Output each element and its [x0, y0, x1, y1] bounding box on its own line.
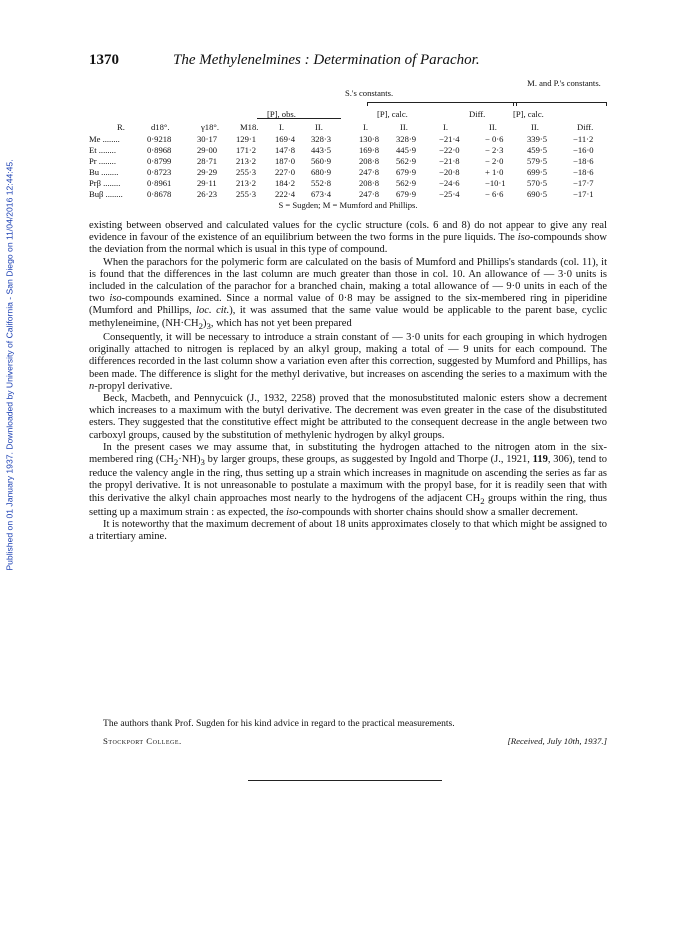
group-header-s: S.'s constants. — [345, 88, 394, 98]
paragraph: When the parachors for the polymeric form are calculated on the basis of Mumford and Phillips's standards (col. 11), it is found that the differences in the last column are much greater than those in col. 10. An allowance of — 3·0 units is included in the calculation of the parachor for a branched chain, making a total allowance of — 9·0 units in each of the two iso-compounds examined. Since a normal value of 0·8 may be assigned to the six-membered ring in piperidine (Mumford and Phillips, loc. cit.), it was assumed that the same value would be applicable to the parent base, cyclic methyleneimine, $(NH\cdot CH_2)_3$, which has not yet been prepared — [89, 256, 607, 331]
paragraph: existing between observed and calculated values for the cyclic structure (cols. 6 and 8) do not appear to give any real evidence in favour of the existence of an equilibrium between the two forms in the pure liquids. The iso-compounds show the deviation from the normal which is usual in this type of compound. — [89, 220, 607, 256]
table-cell: −22·0 — [439, 145, 460, 155]
table-cell: 562·9 — [396, 156, 417, 166]
table-cell: 187·0 — [275, 156, 296, 166]
running-title: The Methylenelmines : Determination of Parachor. — [173, 52, 480, 68]
table-cell: 213·2 — [236, 178, 257, 188]
table-cell: 26·23 — [197, 189, 218, 199]
table-cell: 208·8 — [359, 178, 380, 188]
table-cell: −16·0 — [573, 145, 594, 155]
column-header: γ18°. — [201, 122, 219, 132]
column-header: Diff. — [577, 122, 594, 132]
table-cell: 171·2 — [236, 145, 257, 155]
table-cell: 579·5 — [527, 156, 548, 166]
table-cell: 29·11 — [197, 178, 217, 188]
sub-header-calc: [P], calc. — [377, 109, 408, 119]
body-text — [89, 220, 607, 544]
table-cell: 690·5 — [527, 189, 548, 199]
paragraph: In the present cases we may assume that, in substituting the hydrogen attached to the nitrogen atom in the six-membered ring $(CH_2\cdot NH)_3$ by larger groups, these groups, as suggested by Ingold and Thorpe (J., 1921, 119, 306), tend to reduce the valency angle in the ring, thus setting up a strain which increases in magnitude on ascending the series as far as the propyl derivative. It is not unreasonable to postulate a maximum with the propyl base, for it is readily seen that with this derivative the alkyl chain approaches most nearly to the hydrogens of the adjacent $CH_2$ groups within the ring, thus setting up a maximum strain : as expected, the iso-compounds with shorter chains should show a smaller decrement. — [89, 441, 607, 518]
acknowledgement — [89, 718, 607, 730]
table-cell: − 2·0 — [485, 156, 504, 166]
end-rule — [248, 780, 442, 781]
table-cell: 28·71 — [197, 156, 218, 166]
table-cell: − 0·6 — [485, 134, 504, 144]
table-cell: 673·4 — [311, 189, 332, 199]
column-header: II. — [489, 122, 497, 132]
column-header: II. — [531, 122, 539, 132]
column-header: II. — [315, 122, 323, 132]
table-cell: 169·8 — [359, 145, 380, 155]
table-cell: 570·5 — [527, 178, 548, 188]
table-cell: 562·9 — [396, 178, 417, 188]
table-cell: 0·9218 — [147, 134, 172, 144]
received-date: [Received, July 10th, 1937.] — [507, 736, 607, 746]
table-cell: 255·3 — [236, 189, 257, 199]
table-cell: −21·4 — [439, 134, 460, 144]
page-number: 1370 — [89, 52, 119, 68]
table-cell: 0·8961 — [147, 178, 172, 188]
table-cell: 129·1 — [236, 134, 257, 144]
column-header: M18. — [240, 122, 259, 132]
row-label: Buβ ........ — [89, 189, 123, 199]
table-cell: −18·6 — [573, 167, 594, 177]
table-cell: 255·3 — [236, 167, 257, 177]
table-cell: 680·9 — [311, 167, 332, 177]
data-table — [89, 78, 607, 216]
table-cell: 147·8 — [275, 145, 296, 155]
download-watermark — [2, 120, 18, 610]
table-cell: 227·0 — [275, 167, 296, 177]
table-cell: 130·8 — [359, 134, 380, 144]
table-cell: 247·8 — [359, 189, 380, 199]
table-cell: 208·8 — [359, 156, 380, 166]
table-cell: −20·8 — [439, 167, 460, 177]
paragraph: Beck, Macbeth, and Pennycuick (J., 1932, 2258) proved that the monosubstituted malonic esters show a decrement which increases to a maximum with the butyl derivative. The decrement was even greater in the case of the disubstituted esters. They suggested that the constitutive effect might be attributed to the consequent decrease in the angle between two carboxyl groups, caused by the substitution of methylenic hydrogen by alkyl groups. — [89, 392, 607, 441]
table-cell: − 6·6 — [485, 189, 504, 199]
table-cell: 445·9 — [396, 145, 417, 155]
column-header: I. — [279, 122, 285, 132]
acknowledgement-text: The authors thank Prof. Sugden for his kind advice in regard to the practical measurements. — [103, 718, 455, 729]
table-cell: −21·8 — [439, 156, 460, 166]
column-header: I. — [443, 122, 449, 132]
table-cell: 29·00 — [197, 145, 218, 155]
paragraph: It is noteworthy that the maximum decrement of about 18 units approximates closely to that which might be assigned to a tritertiary amine. — [89, 519, 607, 543]
sub-header-diff: Diff. — [469, 109, 486, 119]
table-cell: −18·6 — [573, 156, 594, 166]
column-header: I. — [363, 122, 369, 132]
table-cell: 30·17 — [197, 134, 218, 144]
paragraph: Consequently, it will be necessary to introduce a strain constant of — 3·0 units for each grouping in which hydrogen originally attached to nitrogen is replaced by an alkyl group, making a total of — 9 units for each compound. The differences recorded in the last column show a variation even after this correction, suggested by Mumford and Phillips, has been made. The difference is slight for the methyl derivative, but increases on ascending the series to a maximum with the n-propyl derivative. — [89, 331, 607, 392]
column-header: d18°. — [151, 122, 170, 132]
table-cell: 328·9 — [396, 134, 417, 144]
table-cell: 328·3 — [311, 134, 332, 144]
table-cell: 560·9 — [311, 156, 332, 166]
brace-s — [367, 102, 517, 103]
row-label: Bu ........ — [89, 167, 119, 177]
table-cell: 443·5 — [311, 145, 332, 155]
table-cell: −17·1 — [573, 189, 594, 199]
row-label: Et ........ — [89, 145, 116, 155]
sub-header-mp-calc: [P], calc. — [513, 109, 544, 119]
row-label: Pr ........ — [89, 156, 116, 166]
table-cell: 679·9 — [396, 167, 417, 177]
group-header-mp: M. and P.'s constants. — [527, 78, 601, 88]
sub-header-obs: [P], obs. — [267, 109, 296, 119]
download-watermark-text: Published on 01 January 1937. Downloaded by University of California - San Diego on 11/04/2016 12:44:45. — [5, 159, 15, 571]
table-cell: 0·8678 — [147, 189, 172, 199]
table-cell: 169·4 — [275, 134, 296, 144]
table-cell: + 1·0 — [485, 167, 504, 177]
affiliation: Stockport College. — [103, 736, 182, 746]
table-cell: −10·1 — [485, 178, 506, 188]
table-cell: 213·2 — [236, 156, 257, 166]
page-header — [89, 52, 607, 72]
table-cell: 222·4 — [275, 189, 296, 199]
table-cell: 699·5 — [527, 167, 548, 177]
column-header: R. — [117, 122, 125, 132]
table-cell: 247·8 — [359, 167, 380, 177]
table-cell: 679·9 — [396, 189, 417, 199]
table-cell: 552·8 — [311, 178, 332, 188]
footer-line — [89, 736, 607, 750]
table-cell: 184·2 — [275, 178, 296, 188]
table-cell: 459·5 — [527, 145, 548, 155]
table-cell: 0·8799 — [147, 156, 172, 166]
table-cell: −17·7 — [573, 178, 594, 188]
table-cell: −11·2 — [573, 134, 594, 144]
table-cell: 0·8723 — [147, 167, 172, 177]
row-label: Me ........ — [89, 134, 120, 144]
brace-mp — [513, 102, 607, 103]
table-cell: 339·5 — [527, 134, 548, 144]
table-cell: 0·8968 — [147, 145, 172, 155]
table-footnote: S = Sugden; M = Mumford and Phillips. — [278, 200, 418, 210]
column-header: II. — [400, 122, 408, 132]
table-cell: −25·4 — [439, 189, 460, 199]
table-cell: −24·6 — [439, 178, 460, 188]
table-cell: 29·29 — [197, 167, 218, 177]
table-cell: − 2·3 — [485, 145, 504, 155]
row-label: Prβ ........ — [89, 178, 121, 188]
